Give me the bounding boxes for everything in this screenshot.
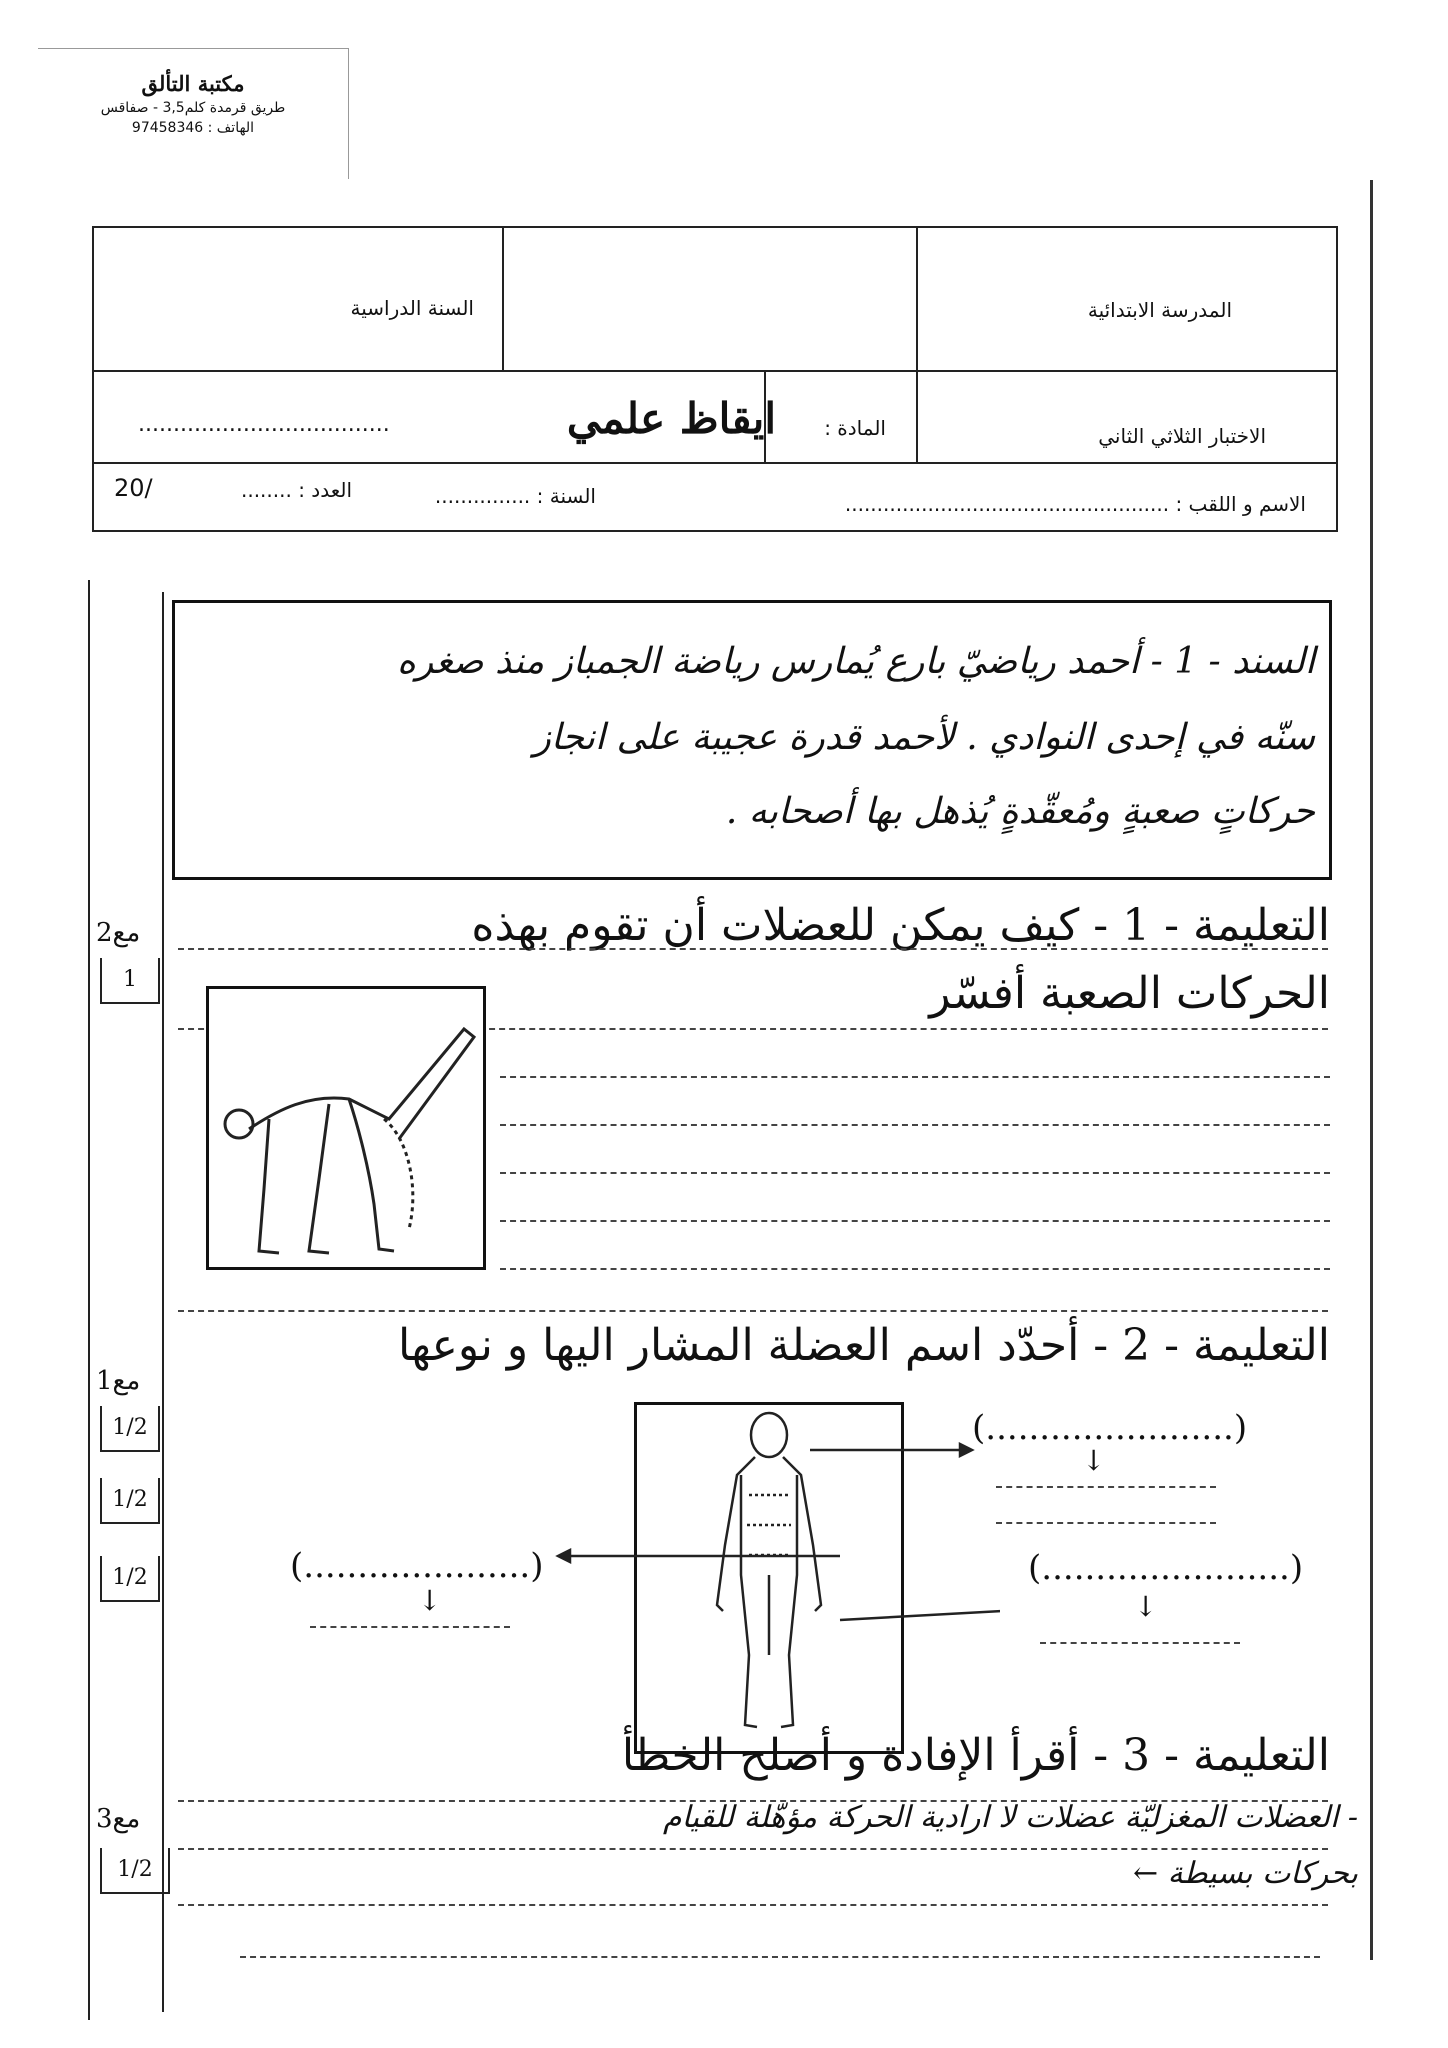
- situation-line-1: السند - 1 - أحمد رياضيّ بارع يُمارس رياضة الجمباز منذ صغره: [396, 641, 1315, 682]
- answer-line: [178, 948, 1328, 950]
- task3-statement-line-1: - العضلات المغزليّة عضلات لا ارادية الحركة مؤهّلة للقيام: [663, 1800, 1358, 1835]
- task2-score-box-1: 1/2: [100, 1406, 160, 1452]
- task2-score-box-2: 1/2: [100, 1478, 160, 1524]
- situation-line-2: سنّه في إحدى النوادي . لأحمد قدرة عجيبة على انجاز: [533, 717, 1315, 758]
- answer-line[interactable]: [500, 1220, 1330, 1222]
- task2-points: مع1: [96, 1366, 141, 1396]
- school-label: المدرسة الابتدائية: [1087, 298, 1232, 322]
- pointer-arrows: [540, 1420, 1000, 1640]
- blank-top-right[interactable]: (.......................): [972, 1408, 1248, 1448]
- answer-line[interactable]: [1040, 1642, 1240, 1644]
- grade-total: 20/: [114, 474, 153, 502]
- task2-score-box-3: 1/2: [100, 1556, 160, 1602]
- gymnast-figure-icon: [209, 989, 483, 1267]
- subject-value: ايقاظ علمي: [566, 394, 776, 443]
- library-stamp: [38, 48, 349, 179]
- answer-line[interactable]: [178, 1848, 1328, 1850]
- task3-instruction: التعليمة - 3 - أقرأ الإفادة و أصلح الخطأ: [621, 1730, 1330, 1781]
- stamp-name: مكتبة التألق: [141, 71, 245, 96]
- class-field-label: السنة : ...............: [434, 484, 596, 508]
- stamp-address: طريق قرمدة كلم3,5 - صفاقس: [100, 100, 286, 116]
- answer-line[interactable]: [178, 1904, 1328, 1906]
- answer-line[interactable]: [178, 1310, 1328, 1312]
- task1-instruction-line-1: التعليمة - 1 - كيف يمكن للعضلات أن تقوم بهذه: [471, 900, 1330, 951]
- name-field-label: الاسم و اللقب : ...................................................: [844, 492, 1306, 516]
- exam-title: الاختبار الثلاثي الثاني: [1098, 424, 1266, 448]
- gymnast-illustration: [206, 986, 486, 1270]
- answer-line[interactable]: [500, 1268, 1330, 1270]
- situation-line-3: حركاتٍ صعبةٍ ومُعقّدةٍ يُذهل بها أصحابه .: [725, 791, 1315, 832]
- blank-top-right-arrow: ↓: [1082, 1444, 1106, 1477]
- school-year-label: السنة الدراسية: [350, 296, 474, 320]
- header-table: [92, 226, 1338, 532]
- answer-line: [178, 1800, 1328, 1802]
- task3-score-box: 1/2: [100, 1848, 170, 1894]
- answer-line[interactable]: [310, 1626, 510, 1628]
- task1-points: مع2: [96, 918, 141, 948]
- task3-statement-line-2: بحركات بسيطة ←: [1133, 1856, 1358, 1891]
- subject-dots: ....................................: [138, 412, 390, 437]
- answer-line[interactable]: [996, 1486, 1216, 1488]
- answer-line[interactable]: [996, 1522, 1216, 1524]
- blank-bottom-right[interactable]: (.......................): [1028, 1548, 1304, 1588]
- task3-points: مع3: [96, 1804, 141, 1834]
- stamp-phone-row: [38, 120, 348, 136]
- stamp-phone-label: الهاتف :: [207, 120, 255, 136]
- situation-box: [172, 600, 1332, 880]
- page-edge-line: [1370, 180, 1373, 1960]
- subject-label: المادة :: [824, 416, 886, 440]
- task1-instruction-line-2: الحركات الصعبة أفسّر: [929, 968, 1330, 1019]
- task1-score-box: 1: [100, 958, 160, 1004]
- answer-line[interactable]: [500, 1172, 1330, 1174]
- blank-left[interactable]: (.....................): [290, 1546, 544, 1586]
- answer-line[interactable]: [240, 1956, 1320, 1958]
- blank-left-arrow: ↓: [418, 1584, 442, 1617]
- left-margin-line-inner: [162, 592, 164, 2012]
- task2-instruction: التعليمة - 2 - أحدّد اسم العضلة المشار اليها و نوعها: [397, 1320, 1330, 1371]
- left-margin-line: [88, 580, 90, 2020]
- answer-line[interactable]: [500, 1124, 1330, 1126]
- grade-field-label: العدد : ........: [240, 478, 352, 502]
- answer-line[interactable]: [500, 1076, 1330, 1078]
- stamp-phone: 97458346: [131, 120, 204, 136]
- blank-bottom-right-arrow: ↓: [1134, 1590, 1158, 1623]
